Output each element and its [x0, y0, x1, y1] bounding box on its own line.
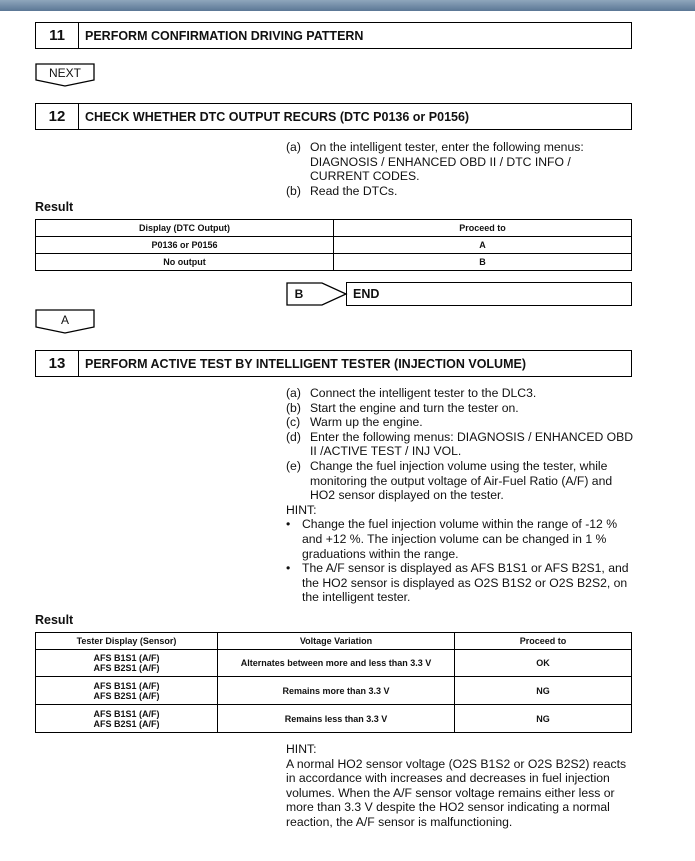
hint-text: A normal HO2 sensor voltage (O2S B1S2 or O2S B2S2) reacts in accordance with increases and decreases in fuel injection volumes. When the A/F sensor voltage remains either less or more than 3.3 V despite the HO2 sensor indicating a normal reaction, the A/F sensor is malfunctioning.: [286, 756, 627, 829]
table-row: [36, 254, 632, 271]
instruction-item: (d) Enter the following menus: DIAGNOSIS / ENHANCED OBD II /ACTIVE TEST / INJ VOL.: [286, 429, 634, 459]
table-cell: Alternates between more and less than 3.3 V: [218, 650, 455, 677]
step-number: 11: [36, 23, 79, 48]
table-row: [36, 237, 632, 254]
table-cell: P0136 or P0156: [36, 237, 334, 254]
hint-bullet: • Change the fuel injection volume within the range of -12 % and +12 %. The injection volume can be changed in 1 % graduations within the range.: [286, 517, 618, 561]
hint-label: HINT:: [286, 742, 317, 756]
instruction-item: (c) Warm up the engine.: [286, 415, 423, 430]
step-13-instructions: [286, 386, 634, 605]
step-number: 13: [36, 351, 79, 376]
branch-b-label: B: [294, 287, 304, 301]
bottom-hint: [286, 742, 636, 830]
table-header: Voltage Variation: [218, 633, 455, 650]
instruction-item: (a) On the intelligent tester, enter the following menus: DIAGNOSIS / ENHANCED OBD II / DTC INFO / CURRENT CODES.: [286, 140, 584, 184]
table-cell: NG: [455, 677, 632, 705]
dtc-result-table: [35, 219, 632, 271]
table-header: Proceed to: [334, 220, 632, 237]
instruction-item: (a) Connect the intelligent tester to the DLC3.: [286, 386, 537, 400]
step-title: PERFORM ACTIVE TEST BY INTELLIGENT TESTER (INJECTION VOLUME): [85, 356, 526, 371]
table-row: [36, 705, 632, 733]
step-12-header: [35, 103, 632, 130]
table-header: Proceed to: [455, 633, 632, 650]
instruction-item: (b) Start the engine and turn the tester on.: [286, 400, 519, 415]
result-label: Result: [35, 613, 74, 627]
step-number: 12: [36, 104, 79, 129]
hint-label: HINT:: [286, 502, 317, 517]
table-cell: B: [334, 254, 632, 271]
end-box: END: [346, 282, 632, 306]
table-cell: Remains less than 3.3 V: [218, 705, 455, 733]
branch-b-arrow: [286, 282, 348, 306]
step-title: PERFORM CONFIRMATION DRIVING PATTERN: [85, 28, 364, 43]
continue-a-flag: [35, 309, 95, 334]
table-row: [36, 677, 632, 705]
next-label: NEXT: [48, 66, 81, 80]
hint-bullet: • The A/F sensor is displayed as AFS B1S1 or AFS B2S1, and the HO2 sensor is displayed as O2S B1S2 or O2S B2S2, on the intelligent tester.: [286, 561, 629, 605]
table-cell: Remains more than 3.3 V: [218, 677, 455, 705]
step-12-instructions: [286, 140, 626, 198]
instruction-item: (b) Read the DTCs.: [286, 183, 398, 198]
table-row: [36, 650, 632, 677]
table-header: Display (DTC Output): [36, 220, 334, 237]
table-cell: AFS B1S1 (A/F) AFS B2S1 (A/F): [36, 677, 218, 705]
step-title: CHECK WHETHER DTC OUTPUT RECURS (DTC P0136 or P0156): [85, 109, 470, 124]
table-cell: AFS B1S1 (A/F) AFS B2S1 (A/F): [36, 705, 218, 733]
table-cell: NG: [455, 705, 632, 733]
instruction-item: (e) Change the fuel injection volume using the tester, while monitoring the output voltage of Air-Fuel Ratio (A/F) and HO2 sensor displayed on the tester.: [286, 458, 613, 503]
step-13-header: [35, 350, 632, 377]
continue-a-label: A: [60, 313, 69, 327]
table-cell: A: [334, 237, 632, 254]
top-header-bar: [0, 0, 695, 11]
table-cell: AFS B1S1 (A/F) AFS B2S1 (A/F): [36, 650, 218, 677]
step-11-header: [35, 22, 632, 49]
sensor-result-table: [35, 632, 632, 733]
table-cell: OK: [455, 650, 632, 677]
table-header: Tester Display (Sensor): [36, 633, 218, 650]
table-cell: No output: [36, 254, 334, 271]
result-label: Result: [35, 200, 74, 214]
next-flag: [35, 63, 95, 87]
